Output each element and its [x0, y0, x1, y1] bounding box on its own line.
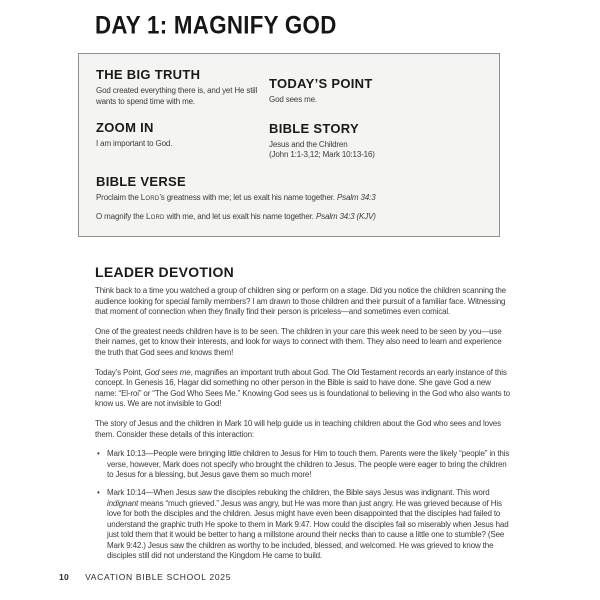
bible-story-reference: (John 1:1-3,12; Mark 10:13-16) — [269, 150, 375, 160]
big-truth-body: God created everything there is, and yet He still wants to spend time with me. — [96, 86, 258, 106]
devotion-paragraph: Think back to a time you watched a group of children sing or perform on a stage. Did you notice the children scanning the audience looking for special family members? I am drawn to those children and their pursuit of a familiar face. Witnessing that moment of connection when they finally find their person is priceless—and sometimes even comical. — [95, 286, 506, 317]
todays-point-heading: TODAY’S POINT — [269, 76, 373, 91]
bible-verse-csb: Proclaim the Lord’s greatness with me; let us exalt his name together. Psalm 34:3 — [96, 192, 376, 202]
devotion-bullet-list — [95, 449, 513, 562]
overview-right-column — [269, 67, 482, 161]
todays-point-body: God sees me. — [269, 95, 318, 104]
big-truth-heading: THE BIG TRUTH — [96, 67, 201, 82]
todays-point-section — [269, 76, 482, 106]
bible-story-section — [269, 121, 482, 161]
overview-columns — [96, 67, 482, 161]
devotion-paragraph: Today’s Point, God sees me, magnifies an important truth about God. The Old Testament records an early instance of this concept. In Genesis 16, Hagar did something no other person in the Bible is said to have done. She gave God a new name: “El-roi” or “The God Who Sees Me.” Knowing God sees us is foundational to believing in the God who also wants to know us. We are not invisible to God! — [95, 367, 510, 409]
bible-verse-section — [96, 174, 482, 223]
bible-story-title: Jesus and the Children — [269, 139, 348, 149]
overview-left-column — [96, 67, 269, 161]
devotion-bullet-mark-10-13: • Mark 10:13—People were bringing little children to Jesus for Him to touch them. Parents were the likely “people” in this verse, however, Mark does not specify who brought the children to Jesus. The people were eager to bring the children to Jesus for a blessing, but Jesus gave them so much more! — [107, 449, 513, 481]
lesson-overview-box — [78, 53, 500, 237]
bible-story-heading: BIBLE STORY — [269, 120, 359, 136]
leader-devotion-section — [95, 264, 513, 569]
zoom-in-body: I am important to God. — [96, 139, 173, 149]
devotion-paragraph: The story of Jesus and the children in Mark 10 will help guide us in teaching children about the God who sees and loves them. Consider these details of this interaction: — [95, 418, 501, 439]
leader-devotion-heading: LEADER DEVOTION — [95, 264, 235, 280]
zoom-in-heading: ZOOM IN — [96, 120, 154, 136]
page-footer — [59, 572, 231, 582]
big-truth-section — [96, 67, 269, 107]
footer-label: VACATION BIBLE SCHOOL 2025 — [85, 572, 232, 582]
page-number: 10 — [59, 572, 70, 582]
bible-verse-kjv: O magnify the Lord with me, and let us exalt his name together. Psalm 34:3 (KJV) — [96, 212, 376, 222]
zoom-in-section — [96, 120, 269, 150]
page-title: DAY 1: MAGNIFY GOD — [95, 11, 337, 40]
bible-verse-heading: BIBLE VERSE — [96, 173, 186, 189]
devotion-bullet-mark-10-14: • Mark 10:14—When Jesus saw the disciples rebuking the children, the Bible says Jesus was indignant. This word indignant means “much grieved.” Jesus was angry, but He was more than just angry. He was grieved because of His love for both the disciples and the children. Jesus might have even been disappointed that the disciples had failed to understand the graphic truth He spoke to them in Mark 9:47. How could the disciples fail so miserably when Jesus had just told them that it would be better to hang a millstone around their necks than to cause a little one to stumble? (See Mark 9:42.) Jesus saw the children as worthy to be included, blessed, and welcomed. He was grieved to know the disciples still did not understand the Kingdom He came to build. — [107, 488, 513, 562]
devotion-paragraph: One of the greatest needs children have is to be seen. The children in your care this week need to be seen by you—use their names, get to know their interests, and look for ways to connect with them. They also need to learn and experience the truth that God sees and knows them! — [95, 326, 502, 357]
